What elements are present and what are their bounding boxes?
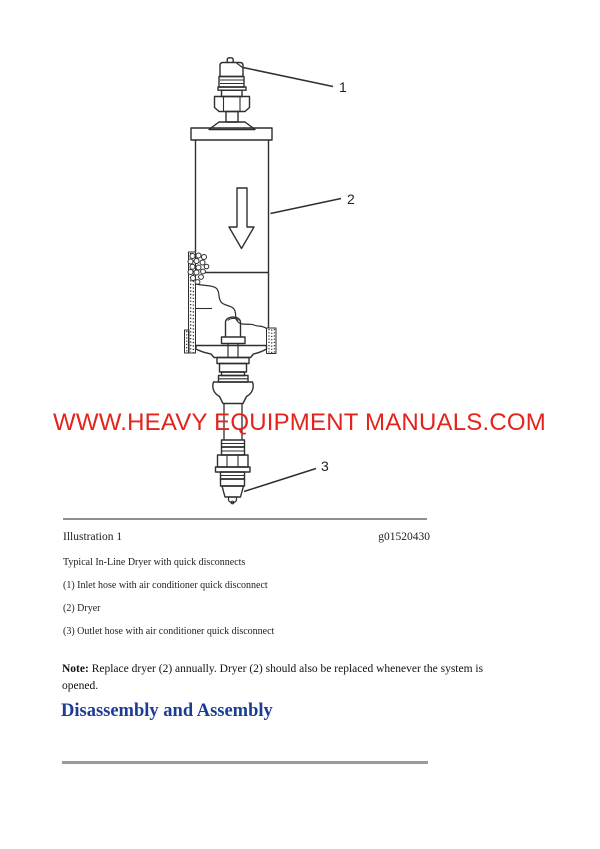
figure-caption-item-3: (3) Outlet hose with air conditioner quick disconnect [63,626,275,637]
callout-3: 3 [321,458,329,474]
note-paragraph [62,661,514,695]
figure-separator-line [63,518,427,520]
dryer-body-drawing [185,128,277,358]
figure-caption-title: Typical In-Line Dryer with quick disconnects [63,557,246,568]
callout-1: 1 [339,79,347,95]
note-label: Note: [62,663,89,675]
desiccant-beads [188,253,209,284]
figure-caption-item-1: (1) Inlet hose with air conditioner quick disconnect [63,580,268,591]
leader-line-2 [271,199,342,214]
illustration-meta-row [63,531,430,543]
section-heading: Disassembly and Assembly [61,701,273,721]
leader-line-1 [243,68,333,87]
figure-caption-item-2: (2) Dryer [63,603,101,614]
note-text: Replace dryer (2) annually. Dryer (2) should also be replaced whenever the system is opened. [62,663,484,692]
leader-line-3 [244,469,316,492]
watermark-text: WWW.HEAVY EQUIPMENT MANUALS.COM [53,409,546,436]
illustration-gnumber: g01520430 [378,531,430,543]
illustration-label: Illustration 1 [63,531,123,543]
section-separator-line [62,761,428,764]
flow-arrow [229,188,254,249]
callout-2: 2 [347,191,355,207]
